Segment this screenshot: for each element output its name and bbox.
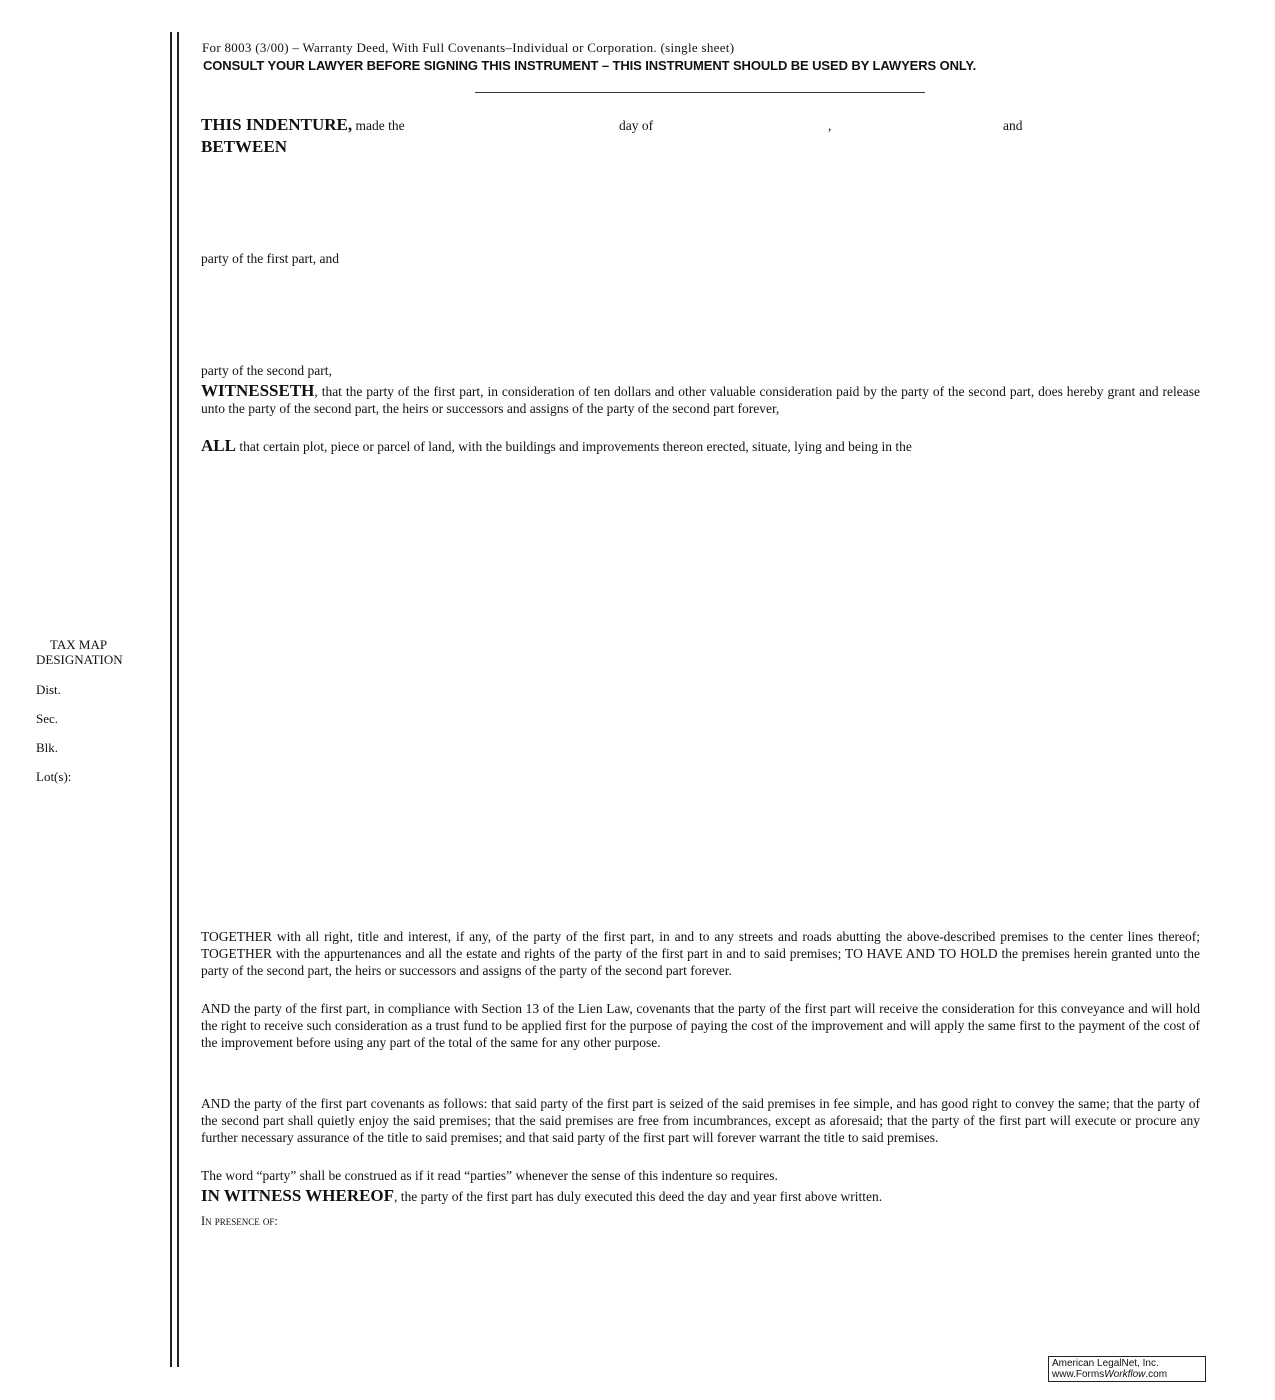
together-paragraph: TOGETHER with all right, title and interest, if any, of the party of the first part, in and to any streets and roads abutting the above-described premises to the center lines thereof; TOGETHER with the appurtenances and all the estate and rights of the party of the first part in and to said premises; TO HAVE AND TO HOLD the premises herein granted unto the party of the second part, the heirs or successors and assigns of the party of the second part forever. xyxy=(201,929,1200,978)
divider xyxy=(475,92,925,93)
blk-label: Blk. xyxy=(36,740,59,755)
sec-label: Sec. xyxy=(36,711,59,726)
american-legalnet-logo xyxy=(1048,1356,1206,1382)
in-presence-of: In presence of: xyxy=(201,1214,278,1228)
lien-law-paragraph: AND the party of the first part, in compliance with Section 13 of the Lien Law, covenants that the party of the first part will receive the consideration for this conveyance and will hold the right to receive such consideration as a trust fund to be applied first for the purpose of paying the cost of the improvement and will apply the same first to the payment of the cost of the improvement before using any part of the total of the same for any other purpose. xyxy=(201,1001,1200,1050)
witnesseth-paragraph: WITNESSETH, that the party of the first part, in consideration of ten dollars and other valuable consideration paid by the party of the second part, does hereby grant and release unto the party of the second part, the heirs or successors and assigns of the party of the second part forever, xyxy=(201,381,1200,416)
covenants-paragraph: AND the party of the first part covenants as follows: that said party of the first part is seized of the said premises in fee simple, and has good right to convey the same; that the party of the second part shall quietly enjoy the said premises; that the said premises are free from incumbrances, except as aforesaid; that the party of the first part will execute or procure any further necessary assurance of the title to said premises; and that said party of the first part will forever warrant the title to said premises. xyxy=(201,1096,1200,1145)
party-definition: The word “party” shall be construed as if it read “parties” whenever the sense of this indenture so requires. xyxy=(201,1168,778,1183)
lawyer-warning: CONSULT YOUR LAWYER BEFORE SIGNING THIS INSTRUMENT – THIS INSTRUMENT SHOULD BE USED BY LAWYERS ONLY. xyxy=(203,58,977,73)
indenture-line: THIS INDENTURE, made the xyxy=(201,115,405,134)
day-of-label: day of xyxy=(619,118,654,133)
all-paragraph: ALL that certain plot, piece or parcel of land, with the buildings and improvements thereon erected, situate, lying and being in the xyxy=(201,436,912,455)
in-witness-paragraph: IN WITNESS WHEREOF, the party of the first part has duly executed this deed the day and year first above written. xyxy=(201,1186,883,1205)
tax-map-designation: DESIGNATION xyxy=(36,652,123,667)
form-number-line: For 8003 (3/00) – Warranty Deed, With Full Covenants–Individual or Corporation. (single sheet) xyxy=(202,40,735,55)
lots-label: Lot(s): xyxy=(36,769,72,784)
margin-line xyxy=(177,32,179,1367)
comma: , xyxy=(828,118,832,133)
party-first-part: party of the first part, and xyxy=(201,251,339,266)
logo-line1: American LegalNet, Inc. xyxy=(1052,1358,1159,1369)
margin-line xyxy=(170,32,172,1367)
between-heading: BETWEEN xyxy=(201,137,287,156)
logo-line2: www.FormsWorkflow.com xyxy=(1052,1369,1168,1380)
and-label: and xyxy=(1003,118,1023,133)
dist-label: Dist. xyxy=(36,682,61,697)
tax-map-title: TAX MAP xyxy=(50,637,108,652)
party-second-part: party of the second part, xyxy=(201,363,332,378)
